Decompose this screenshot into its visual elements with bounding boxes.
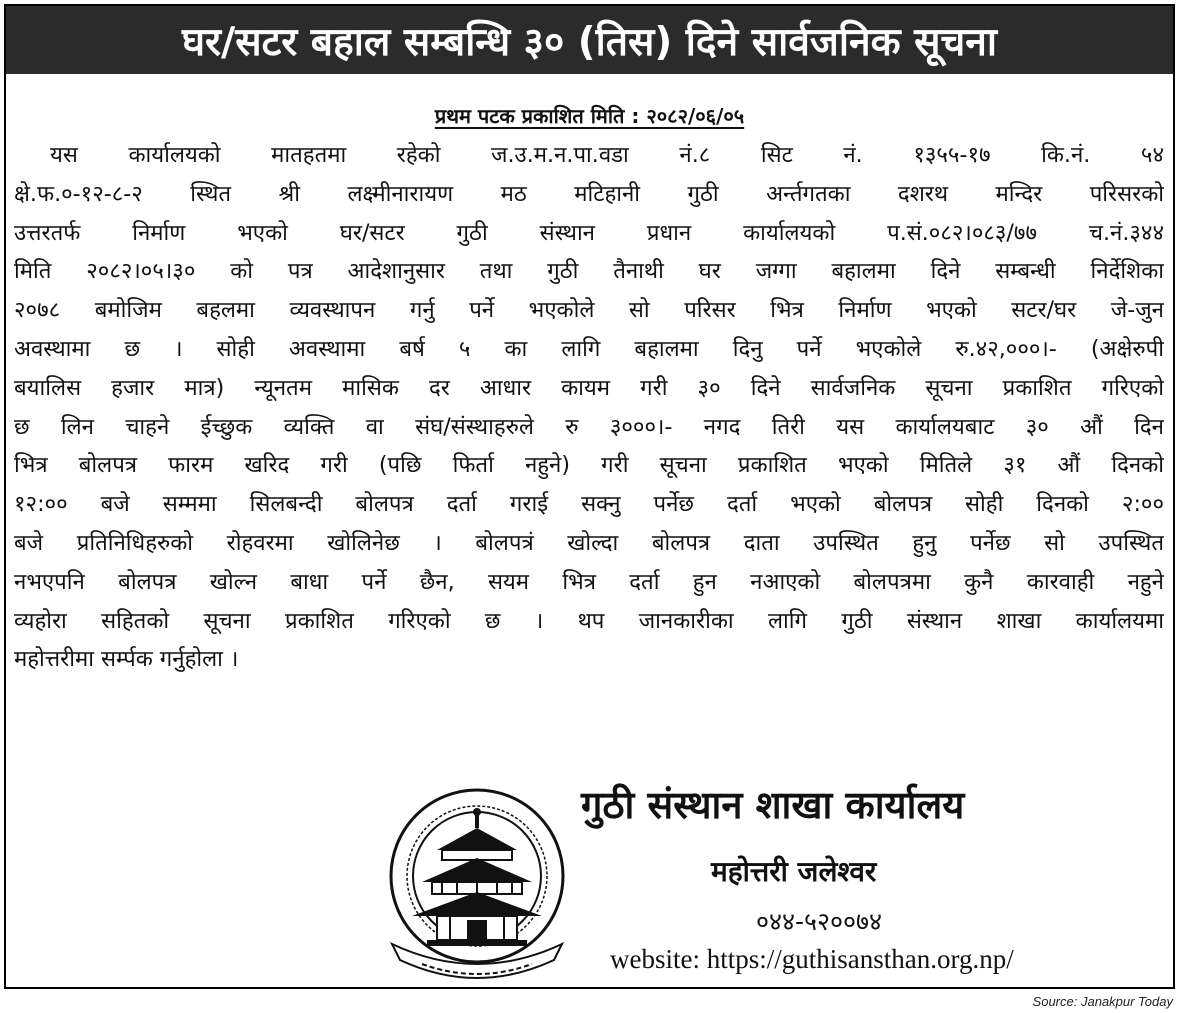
body-line: मिति २०८२।०५।३० को पत्र आदेशानुसार तथा गुठी तैनाथी घर जग्गा बहालमा दिने सम्बन्धी निर्देशिका bbox=[14, 258, 1164, 285]
office-phone: ०४४-५२००७४ bbox=[756, 907, 883, 936]
temple-seal-icon bbox=[382, 784, 572, 984]
body-line: बयालिस हजार मात्र) न्यूनतम मासिक दर आधार कायम गरी ३० दिने सार्वजनिक सूचना प्रकाशित गरिएको bbox=[14, 374, 1164, 401]
body-line: यस कार्यालयको मातहतमा रहेको ज.उ.म.न.पा.वडा नं.८ सिट नं. १३५५-१७ कि.नं. ५४ bbox=[50, 142, 1164, 168]
notice-frame bbox=[4, 4, 1175, 989]
notice-title: घर/सटर बहाल सम्बन्धि ३० (तिस) दिने सार्वजनिक सूचना bbox=[182, 19, 997, 65]
body-line: महोत्तरीमा सर्म्पक गर्नुहोला । bbox=[14, 646, 239, 673]
office-website: website: https://guthisansthan.org.np/ bbox=[610, 944, 1014, 974]
title-bar bbox=[6, 6, 1173, 74]
publish-dateline bbox=[6, 102, 1173, 129]
body-line: १२:०० बजे सम्ममा सिलबन्दी बोलपत्र दर्ता गराई सक्नु पर्नेछ दर्ता भएको बोलपत्र सोही दिनको २:०० bbox=[14, 491, 1164, 518]
body-line: भित्र बोलपत्र फारम खरिद गरी (पछि फिर्ता नहुने) गरी सूचना प्रकाशित भएको मितिले ३१ औं दिनको bbox=[14, 452, 1164, 479]
body-line: २०७८ बमोजिम बहलमा व्यवस्थापन गर्नु पर्ने भएकोले सो परिसर भित्र निर्माण भएको सटर/घर जे-जुन bbox=[14, 297, 1164, 324]
notice-body bbox=[14, 136, 1164, 679]
body-line: छ लिन चाहने ईच्छुक व्यक्ति वा संघ/संस्थाहरुले रु ३०००।- नगद तिरी यस कार्यालयबाट ३० औं दिन bbox=[14, 413, 1164, 440]
body-line: नभएपनि बोलपत्र खोल्न बाधा पर्ने छैन, सयम भित्र दर्ता हुन नआएको बोलपत्रमा कुनै कारवाही नहुने bbox=[14, 568, 1164, 595]
source-credit: Source: Janakpur Today bbox=[1032, 994, 1173, 1009]
body-line: उत्तरतर्फ निर्माण भएको घर/सटर गुठी संस्थान प्रधान कार्यालयको प.सं.०८२।०८३/७७ च.नं.३४४ bbox=[14, 219, 1164, 246]
body-line: बजे प्रतिनिधिहरुको रोहवरमा खोलिनेछ । बोलपत्रं खोल्दा बोलपत्र दाता उपस्थित हुनु पर्नेछ सो उपस्थित bbox=[14, 529, 1164, 556]
body-line: व्यहोरा सहितको सूचना प्रकाशित गरिएको छ । थप जानकारीका लागि गुठी संस्थान शाखा कार्यालयमा bbox=[14, 607, 1164, 634]
office-place: महोत्तरी जलेश्वर bbox=[711, 855, 877, 888]
office-name: गुठी संस्थान शाखा कार्यालय bbox=[581, 783, 965, 827]
body-line: क्षे.फ.०-१२-८-२ स्थित श्री लक्ष्मीनारायण मठ मटिहानी गुठी अर्न्तगतका दशरथ मन्दिर परिसरको bbox=[14, 180, 1164, 207]
body-line: अवस्थामा छ । सोही अवस्थामा बर्ष ५ का लागि बहालमा दिनु पर्ने भएकोले रु.४२,०००।- (अक्षेरुपी bbox=[14, 335, 1164, 362]
publish-date: प्रथम पटक प्रकाशित मिति : २०८२/०६/०५ bbox=[434, 104, 745, 128]
